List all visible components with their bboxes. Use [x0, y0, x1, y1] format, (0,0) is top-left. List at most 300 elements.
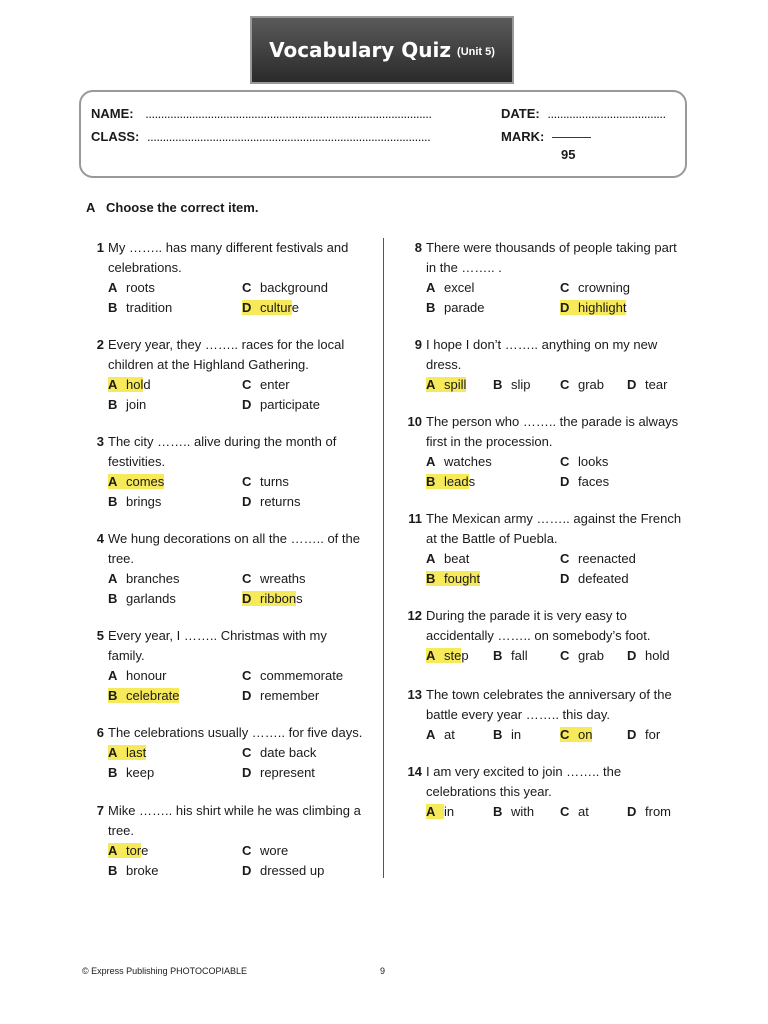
- option-letter: D: [560, 571, 570, 586]
- option-b-highlight: [108, 765, 154, 780]
- option-d-highlight: [627, 377, 667, 392]
- section-heading: [86, 200, 258, 215]
- question-number: 14: [407, 764, 422, 779]
- question-stem: [426, 335, 657, 375]
- question-number: 12: [407, 608, 422, 623]
- option-letter: A: [108, 377, 118, 392]
- option-letter: D: [560, 474, 570, 489]
- question-text-line-2: celebrations.: [108, 260, 182, 275]
- option-letter: D: [242, 397, 252, 412]
- option-letter: C: [242, 571, 252, 586]
- option-text: ribbon: [260, 591, 297, 606]
- option-letter: B: [493, 804, 503, 819]
- option-text-rest: s: [468, 474, 476, 489]
- option-text: from: [645, 804, 671, 819]
- option-letter: A: [426, 280, 436, 295]
- option-text: turns: [260, 474, 289, 489]
- option-d[interactable]: [627, 725, 660, 745]
- column-divider: [383, 238, 384, 878]
- option-text-rest: p: [461, 648, 469, 663]
- option-letter: A: [426, 648, 436, 663]
- question-text-line-1: There were thousands of people taking part: [426, 240, 677, 255]
- option-d[interactable]: [242, 763, 315, 783]
- option-text: in: [511, 727, 522, 742]
- option-c[interactable]: [560, 375, 604, 395]
- question-text-line-1: We hung decorations on all the …….. of the: [108, 531, 360, 546]
- option-d[interactable]: [627, 375, 667, 395]
- option-text: participate: [260, 397, 320, 412]
- title-banner: [250, 16, 514, 84]
- question-stem: [426, 762, 621, 802]
- option-c-highlight: [242, 571, 306, 586]
- option-text: date back: [260, 745, 317, 760]
- option-d[interactable]: [560, 569, 629, 589]
- option-c-highlight: [242, 745, 316, 760]
- option-b[interactable]: [493, 802, 534, 822]
- option-a-highlight: [108, 377, 143, 392]
- option-c-highlight: [242, 377, 290, 392]
- question-number: 5: [96, 628, 104, 643]
- option-text: excel: [444, 280, 475, 295]
- question-11: [404, 509, 694, 609]
- question-text-line-2: festivities.: [108, 454, 166, 469]
- option-letter: D: [627, 377, 637, 392]
- option-a-highlight: [108, 843, 141, 858]
- question-number: 4: [96, 531, 104, 546]
- option-text: tradition: [126, 300, 173, 315]
- name-field[interactable]: ............................................................................................: [145, 106, 432, 121]
- option-b[interactable]: [108, 298, 172, 318]
- option-letter: A: [426, 551, 436, 566]
- question-text-line-1: Mike …….. his shirt while he was climbing a: [108, 803, 361, 818]
- option-a[interactable]: [426, 646, 469, 666]
- option-a[interactable]: [108, 569, 179, 589]
- question-3: [86, 432, 376, 532]
- question-text-line-2: accidentally …….. on somebody’s foot.: [426, 628, 651, 643]
- option-letter: A: [426, 804, 436, 819]
- option-letter: A: [108, 843, 118, 858]
- option-text: returns: [260, 494, 301, 509]
- option-letter: C: [242, 668, 252, 683]
- option-b[interactable]: [426, 298, 484, 318]
- option-b[interactable]: [108, 686, 179, 706]
- option-c-highlight: [242, 843, 288, 858]
- option-letter: B: [108, 591, 118, 606]
- option-a[interactable]: [108, 472, 164, 492]
- question-stem: [108, 626, 327, 666]
- option-letter: D: [242, 494, 252, 509]
- question-number: 13: [407, 687, 422, 702]
- mark-row: [501, 129, 591, 144]
- question-stem: [426, 509, 681, 549]
- question-number: 10: [407, 414, 422, 429]
- option-text: parade: [444, 300, 485, 315]
- option-b[interactable]: [108, 763, 154, 783]
- option-letter: B: [108, 863, 118, 878]
- question-text-line-2: dress.: [426, 357, 462, 372]
- option-a[interactable]: [426, 452, 492, 472]
- question-text-line-1: I hope I don’t …….. anything on my new: [426, 337, 658, 352]
- question-number: 3: [96, 434, 104, 449]
- option-d-highlight: [242, 397, 320, 412]
- class-row: [91, 129, 430, 144]
- option-c[interactable]: [560, 802, 589, 822]
- option-d-highlight: [627, 804, 671, 819]
- option-b[interactable]: [493, 725, 521, 745]
- option-b-highlight: [108, 591, 176, 606]
- option-letter: A: [108, 571, 118, 586]
- question-text-line-2: children at the Highland Gathering.: [108, 357, 309, 372]
- option-letter: B: [108, 300, 118, 315]
- option-letter: B: [108, 765, 118, 780]
- question-10: [404, 412, 694, 512]
- option-b-highlight: [426, 474, 469, 489]
- option-letter: D: [627, 727, 637, 742]
- option-letter: A: [426, 727, 436, 742]
- option-a-highlight: [108, 668, 166, 683]
- option-text: at: [578, 804, 589, 819]
- question-text-line-2: family.: [108, 648, 145, 663]
- option-text: background: [260, 280, 328, 295]
- question-stem: [426, 412, 678, 452]
- option-c[interactable]: [242, 841, 288, 861]
- question-stem: [426, 238, 677, 278]
- option-a[interactable]: [426, 375, 466, 395]
- option-text: fall: [511, 648, 528, 663]
- mark-label: MARK:: [501, 129, 545, 144]
- option-d[interactable]: [627, 802, 671, 822]
- option-a[interactable]: [108, 666, 166, 686]
- option-d[interactable]: [242, 861, 324, 881]
- option-text: tear: [645, 377, 668, 392]
- option-d[interactable]: [242, 492, 300, 512]
- option-letter: C: [560, 804, 570, 819]
- option-b-highlight: [108, 300, 172, 315]
- question-text-line-1: The person who …….. the parade is always: [426, 414, 679, 429]
- option-c[interactable]: [560, 452, 608, 472]
- option-a-highlight: [426, 804, 444, 819]
- option-letter: B: [108, 397, 118, 412]
- option-text: at: [444, 727, 455, 742]
- question-text-line-2: battle every year …….. this day.: [426, 707, 610, 722]
- question-1: [86, 238, 376, 338]
- question-text-line-1: The celebrations usually …….. for five days.: [108, 725, 363, 740]
- option-b[interactable]: [493, 646, 528, 666]
- option-c[interactable]: [242, 375, 290, 395]
- class-label: CLASS:: [91, 129, 140, 144]
- student-info-box: [79, 90, 687, 178]
- page-title: Vocabulary Quiz: [269, 38, 452, 62]
- question-5: [86, 626, 376, 726]
- option-letter: A: [426, 454, 436, 469]
- option-letter: B: [426, 474, 436, 489]
- question-stem: [108, 335, 344, 375]
- question-number: 7: [96, 803, 104, 818]
- option-b-highlight: [108, 863, 159, 878]
- option-a[interactable]: [426, 278, 474, 298]
- mark-total: 95: [561, 147, 576, 162]
- option-d[interactable]: [242, 686, 319, 706]
- option-d-highlight: [560, 571, 629, 586]
- option-text: reenacted: [578, 551, 636, 566]
- option-text: branches: [126, 571, 180, 586]
- option-d-highlight: [560, 474, 609, 489]
- option-a-highlight: [426, 377, 466, 392]
- option-letter: A: [108, 280, 118, 295]
- option-c-highlight: [560, 454, 608, 469]
- option-letter: A: [108, 474, 118, 489]
- option-text: hold: [645, 648, 670, 663]
- option-letter: D: [242, 765, 252, 780]
- option-text: hol: [126, 377, 144, 392]
- option-letter: C: [560, 648, 570, 663]
- option-b[interactable]: [108, 589, 176, 609]
- option-a[interactable]: [108, 841, 148, 861]
- option-d-highlight: [242, 300, 292, 315]
- option-c-highlight: [560, 551, 636, 566]
- option-text: brings: [126, 494, 162, 509]
- option-text: comes: [126, 474, 165, 489]
- question-text-line-2: first in the procession.: [426, 434, 553, 449]
- option-a[interactable]: [426, 549, 469, 569]
- option-text: enter: [260, 377, 290, 392]
- question-8: [404, 238, 694, 338]
- option-text: beat: [444, 551, 470, 566]
- option-text: celebrate: [126, 688, 180, 703]
- option-text-rest: s: [296, 591, 303, 606]
- option-c-highlight: [242, 280, 328, 295]
- question-stem: [108, 432, 336, 472]
- option-text: grab: [578, 377, 605, 392]
- option-letter: C: [242, 843, 252, 858]
- option-c[interactable]: [242, 278, 328, 298]
- question-text-line-1: The town celebrates the anniversary of the: [426, 687, 672, 702]
- option-text: cultur: [260, 300, 292, 315]
- option-text: on: [578, 727, 593, 742]
- option-letter: C: [242, 474, 252, 489]
- name-label: NAME:: [91, 106, 134, 121]
- option-b[interactable]: [108, 492, 161, 512]
- option-letter: B: [108, 494, 118, 509]
- option-text: represent: [260, 765, 315, 780]
- option-c[interactable]: [242, 569, 306, 589]
- option-d[interactable]: [560, 472, 609, 492]
- question-2: [86, 335, 376, 435]
- question-stem: [426, 606, 651, 646]
- option-letter: C: [560, 454, 570, 469]
- option-b[interactable]: [108, 861, 159, 881]
- option-b-highlight: [108, 688, 179, 703]
- option-letter: C: [560, 551, 570, 566]
- option-c[interactable]: [560, 725, 592, 745]
- option-text: last: [126, 745, 147, 760]
- option-text: wreaths: [260, 571, 306, 586]
- option-c-highlight: [560, 648, 604, 663]
- question-stem: [426, 685, 672, 725]
- option-text: faces: [578, 474, 610, 489]
- option-text: tor: [126, 843, 142, 858]
- option-b[interactable]: [426, 472, 475, 492]
- question-stem: [108, 801, 361, 841]
- option-b-highlight: [493, 804, 534, 819]
- question-stem: [108, 529, 360, 569]
- question-text-line-2: tree.: [108, 823, 135, 838]
- option-letter: A: [108, 668, 118, 683]
- option-c-highlight: [242, 474, 289, 489]
- option-letter: C: [242, 745, 252, 760]
- option-a-highlight: [426, 551, 469, 566]
- page-number: 9: [380, 966, 386, 976]
- option-text-rest: d: [143, 377, 151, 392]
- option-text: highlight: [578, 300, 627, 315]
- option-d[interactable]: [242, 298, 299, 318]
- option-text: commemorate: [260, 668, 344, 683]
- option-letter: B: [426, 571, 436, 586]
- question-number: 11: [408, 511, 422, 526]
- option-b[interactable]: [493, 375, 531, 395]
- option-letter: D: [560, 300, 570, 315]
- option-letter: A: [108, 745, 118, 760]
- option-b-highlight: [108, 397, 146, 412]
- option-text: join: [126, 397, 147, 412]
- option-letter: B: [493, 648, 503, 663]
- option-c[interactable]: [560, 549, 636, 569]
- option-a[interactable]: [426, 802, 454, 822]
- option-text: fought: [444, 571, 481, 586]
- option-d-highlight: [242, 494, 300, 509]
- option-d-highlight: [560, 300, 626, 315]
- option-d-highlight: [627, 648, 670, 663]
- question-text-line-1: I am very excited to join …….. the: [426, 764, 622, 779]
- option-a-highlight: [426, 648, 461, 663]
- option-a[interactable]: [108, 743, 146, 763]
- unit-label: (Unit 5): [457, 46, 495, 58]
- option-a-highlight: [108, 571, 179, 586]
- option-d-highlight: [242, 688, 319, 703]
- option-c-highlight: [560, 377, 604, 392]
- option-text: broke: [126, 863, 159, 878]
- option-a[interactable]: [426, 725, 455, 745]
- question-number: 2: [96, 337, 104, 352]
- option-text: grab: [578, 648, 605, 663]
- option-text: slip: [511, 377, 531, 392]
- option-text: honour: [126, 668, 167, 683]
- question-number: 6: [96, 725, 104, 740]
- option-letter: C: [242, 377, 252, 392]
- question-14: [404, 762, 694, 862]
- date-label: DATE:: [501, 106, 540, 121]
- option-text: ste: [444, 648, 462, 663]
- option-c[interactable]: [242, 743, 316, 763]
- copyright-footer: © Express Publishing PHOTOCOPIABLE: [82, 966, 248, 976]
- option-text: keep: [126, 765, 155, 780]
- question-text-line-1: The city …….. alive during the month of: [108, 434, 337, 449]
- question-text-line-1: During the parade it is very easy to: [426, 608, 627, 623]
- class-field[interactable]: ...........................................................................................: [147, 129, 431, 144]
- option-text: spill: [444, 377, 467, 392]
- option-d[interactable]: [242, 395, 320, 415]
- question-text-line-2: celebrations this year.: [426, 784, 552, 799]
- section-letter: A: [86, 200, 96, 215]
- date-row: [501, 106, 666, 121]
- question-4: [86, 529, 376, 629]
- option-text: roots: [126, 280, 155, 295]
- option-b-highlight: [493, 377, 531, 392]
- option-a-highlight: [426, 454, 492, 469]
- option-c[interactable]: [242, 666, 343, 686]
- question-number: 8: [414, 240, 422, 255]
- option-text: dressed up: [260, 863, 325, 878]
- option-b[interactable]: [426, 569, 480, 589]
- option-text: for: [645, 727, 661, 742]
- option-text: looks: [578, 454, 609, 469]
- option-d[interactable]: [242, 589, 303, 609]
- option-text-rest: in: [444, 804, 455, 819]
- question-stem: [108, 723, 362, 743]
- option-letter: D: [242, 863, 252, 878]
- option-b-highlight: [426, 571, 480, 586]
- section-instruction: Choose the correct item.: [106, 200, 259, 215]
- question-number: 1: [96, 240, 104, 255]
- option-d[interactable]: [560, 298, 626, 318]
- option-c-highlight: [560, 727, 592, 742]
- question-text-line-2: at the Battle of Puebla.: [426, 531, 558, 546]
- option-b-highlight: [108, 494, 161, 509]
- option-a[interactable]: [108, 278, 155, 298]
- option-c-highlight: [560, 804, 589, 819]
- option-text: defeated: [578, 571, 629, 586]
- option-d[interactable]: [627, 646, 670, 666]
- question-number: 9: [414, 337, 422, 352]
- option-text: lead: [444, 474, 469, 489]
- mark-line: ———: [551, 129, 591, 144]
- option-c[interactable]: [560, 278, 630, 298]
- option-a-highlight: [108, 280, 155, 295]
- question-text-line-1: My …….. has many different festivals and: [108, 240, 349, 255]
- option-text: wore: [260, 843, 289, 858]
- question-text-line-2: in the …….. .: [426, 260, 502, 275]
- option-c[interactable]: [560, 646, 604, 666]
- option-letter: B: [108, 688, 118, 703]
- question-7: [86, 801, 376, 901]
- date-field[interactable]: ......................................: [547, 106, 666, 121]
- option-d-highlight: [242, 591, 296, 606]
- option-a[interactable]: [108, 375, 151, 395]
- option-text: garlands: [126, 591, 176, 606]
- option-b[interactable]: [108, 395, 146, 415]
- option-letter: D: [242, 300, 252, 315]
- option-letter: C: [560, 280, 570, 295]
- option-letter: D: [242, 591, 252, 606]
- question-stem: [108, 238, 348, 278]
- option-b-highlight: [493, 727, 521, 742]
- option-letter: C: [560, 377, 570, 392]
- option-text: with: [511, 804, 535, 819]
- option-letter: C: [560, 727, 570, 742]
- option-b-highlight: [426, 300, 484, 315]
- option-letter: D: [627, 648, 637, 663]
- option-letter: C: [242, 280, 252, 295]
- option-text: crowning: [578, 280, 631, 295]
- option-a-highlight: [426, 727, 455, 742]
- option-b-highlight: [493, 648, 528, 663]
- option-c-highlight: [242, 668, 343, 683]
- option-d-highlight: [627, 727, 660, 742]
- option-a-highlight: [108, 745, 146, 760]
- option-letter: B: [493, 377, 503, 392]
- question-text-line-1: The Mexican army …….. against the French: [426, 511, 682, 526]
- option-c[interactable]: [242, 472, 289, 492]
